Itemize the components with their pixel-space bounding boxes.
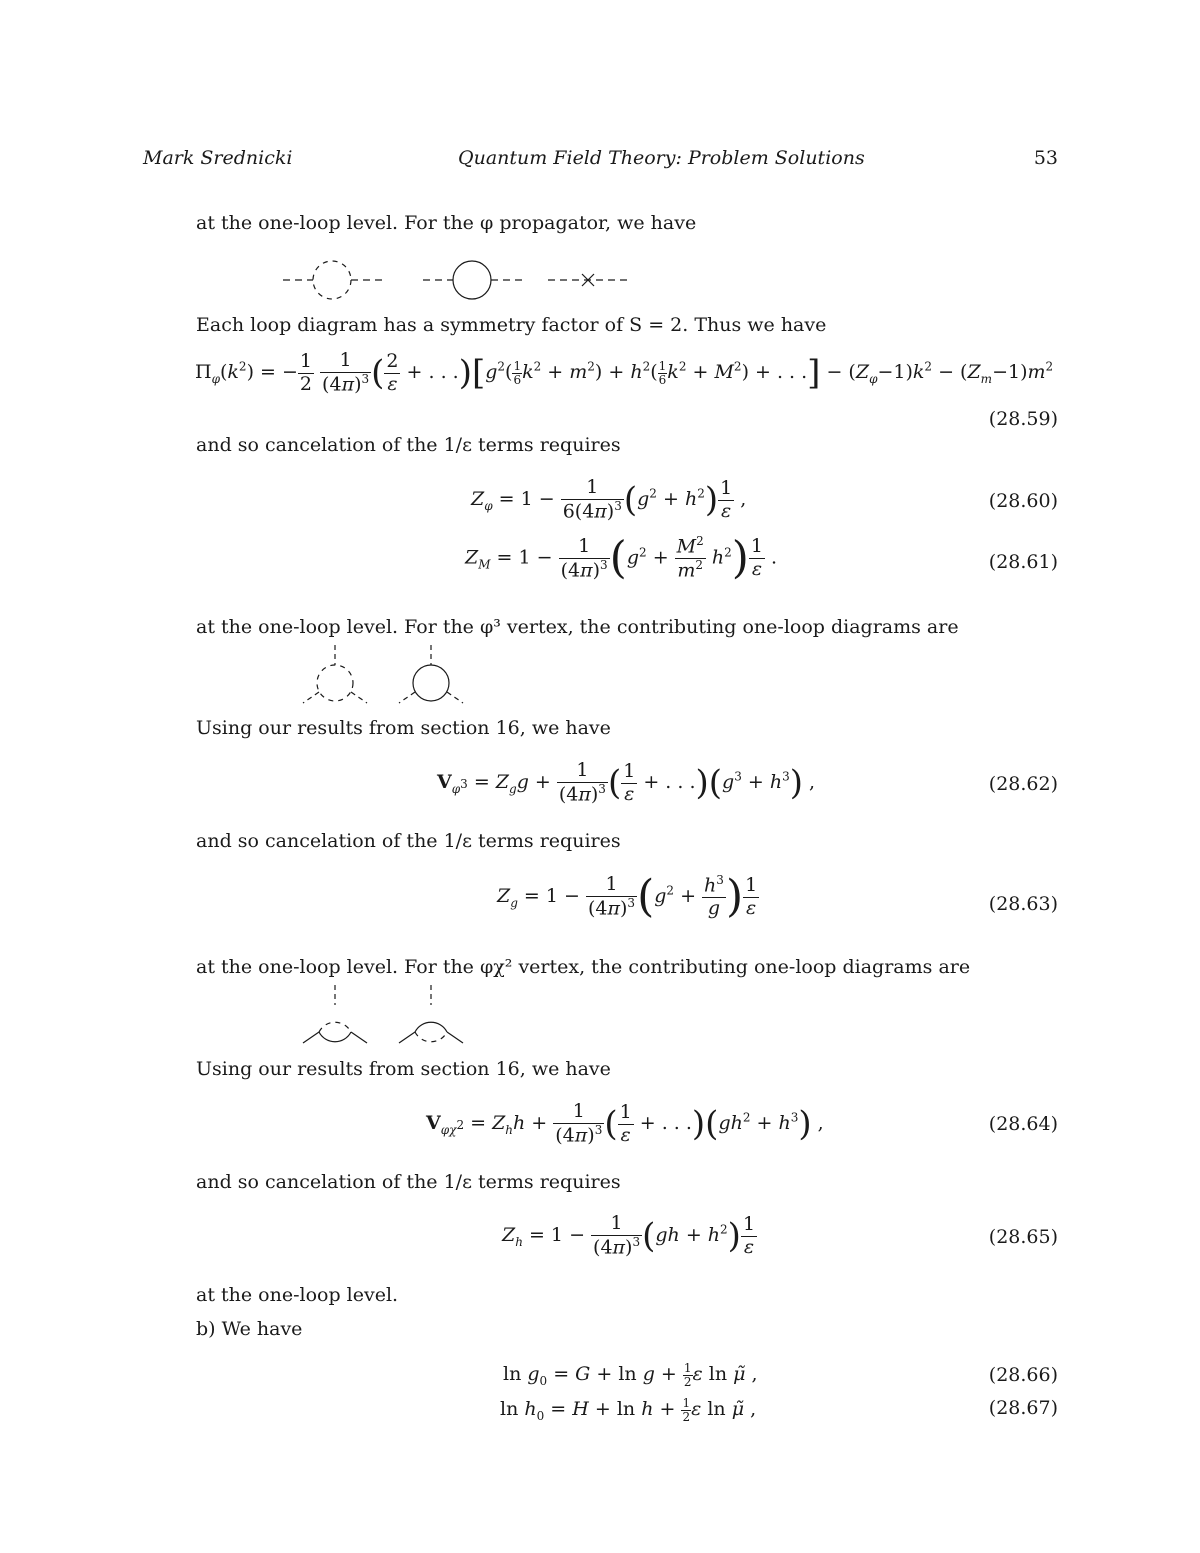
equation-number-28-59: (28.59) [988, 408, 1058, 430]
diagram-solid-loop [423, 261, 523, 299]
paragraph-2: Each loop diagram has a symmetry factor of S = 2. Thus we have [196, 314, 827, 336]
diagram-phichi2-dashed-sides [303, 985, 367, 1043]
equation-28-63: $Z_g = 1$ − $\frac{1}{(4\pi)^3}$ ($g^2$ + $\frac{h^3}{g}$ ) $\frac{1}{\varepsilon}$ [497, 871, 758, 923]
paragraph-4: at the one-loop level. For the φ³ vertex, the contributing one-loop diagrams are [196, 616, 959, 638]
paragraph-9: and so cancelation of the 1/ε terms requires [196, 1171, 621, 1193]
equation-28-64: $V_{\varphi\chi^2} = Z_hh$ + $\frac{1}{(4\pi)^3}$ ( $\frac{1}{\varepsilon}$ + . . $.)(gh^2 + h^3)$ , [426, 1100, 824, 1147]
equation-28-67: $\ln h_0 = H + \ln h$ + $\frac{1}{2}$ ε ln μ̃ , [500, 1396, 757, 1424]
equation-number-28-65: (28.65) [988, 1226, 1058, 1248]
equation-28-66: $\ln g_0 = G + \ln g$ + $\frac{1}{2}$ ε ln μ̃ , [503, 1361, 758, 1389]
running-head-author: Mark Srednicki [143, 147, 293, 169]
paragraph-8: Using our results from section 16, we have [196, 1058, 611, 1080]
diagram-phi3-solid-triangle [399, 645, 463, 703]
equation-number-28-62: (28.62) [988, 773, 1058, 795]
paragraph-7: at the one-loop level. For the φχ² vertex, the contributing one-loop diagrams are [196, 956, 971, 978]
equation-number-28-66: (28.66) [988, 1364, 1058, 1386]
paragraph-3: and so cancelation of the 1/ε terms requires [196, 434, 621, 456]
equation-number-28-63: (28.63) [988, 893, 1058, 915]
paragraph-11: b) We have [196, 1318, 303, 1340]
equation-number-28-61: (28.61) [988, 551, 1058, 573]
paragraph-1: at the one-loop level. For the φ propagator, we have [196, 212, 697, 234]
diagram-counterterm [548, 274, 630, 286]
equation-number-28-60: (28.60) [988, 490, 1058, 512]
diagram-phi3-dashed-triangle [303, 645, 367, 703]
equation-28-62: $V_{\varphi^3} = Z_gg$ + $\frac{1}{(4\pi)^3}$ ( $\frac{1}{\varepsilon}$ + . . $.)(g^3 + h^3)$ , [437, 759, 816, 806]
equation-28-59: $\Pi_\varphi(k^2)$ = − $\frac{1}{2}$ $\frac{1}{(4\pi)^3}$ ( $\frac{2}{\varepsilon}$ + . . $.)[g^2$( $\frac{1}{6}$ $k^2 + m^2) + h^2$( $\frac{1}{6}$ $k^2 + M^2$) + . . .] − $(Z_\varphi-1)k^2 - (Z_m-1)m^2$ [195, 349, 1054, 396]
propagator-diagrams [280, 255, 640, 305]
paragraph-10: at the one-loop level. [196, 1284, 399, 1306]
equation-number-28-64: (28.64) [988, 1113, 1058, 1135]
page-number: 53 [1033, 147, 1058, 169]
diagram-phichi2-dashed-bottom [399, 985, 463, 1043]
diagram-dashed-loop [283, 261, 385, 299]
phichi2-vertex-diagrams [300, 983, 480, 1048]
paragraph-5: Using our results from section 16, we have [196, 717, 611, 739]
equation-28-61: $Z_M = 1$ − $\frac{1}{(4\pi)^3}$ ($g^2$ + $\frac{M^2}{m^2}$ $h^2$) $\frac{1}{\varepsilon}$ . [465, 532, 778, 584]
equation-number-28-67: (28.67) [988, 1397, 1058, 1419]
running-head-title: Quantum Field Theory: Problem Solutions [458, 147, 865, 169]
equation-28-60: $Z_\varphi = 1$ − $\frac{1}{6(4\pi)^3}$ $(g^2 + h^2)$ $\frac{1}{\varepsilon}$ , [471, 476, 747, 523]
equation-28-65: $Z_h = 1$ − $\frac{1}{(4\pi)^3}$ $(gh + h^2)$ $\frac{1}{\varepsilon}$ [502, 1212, 756, 1259]
paragraph-6: and so cancelation of the 1/ε terms requires [196, 830, 621, 852]
phi3-vertex-diagrams [300, 643, 480, 708]
